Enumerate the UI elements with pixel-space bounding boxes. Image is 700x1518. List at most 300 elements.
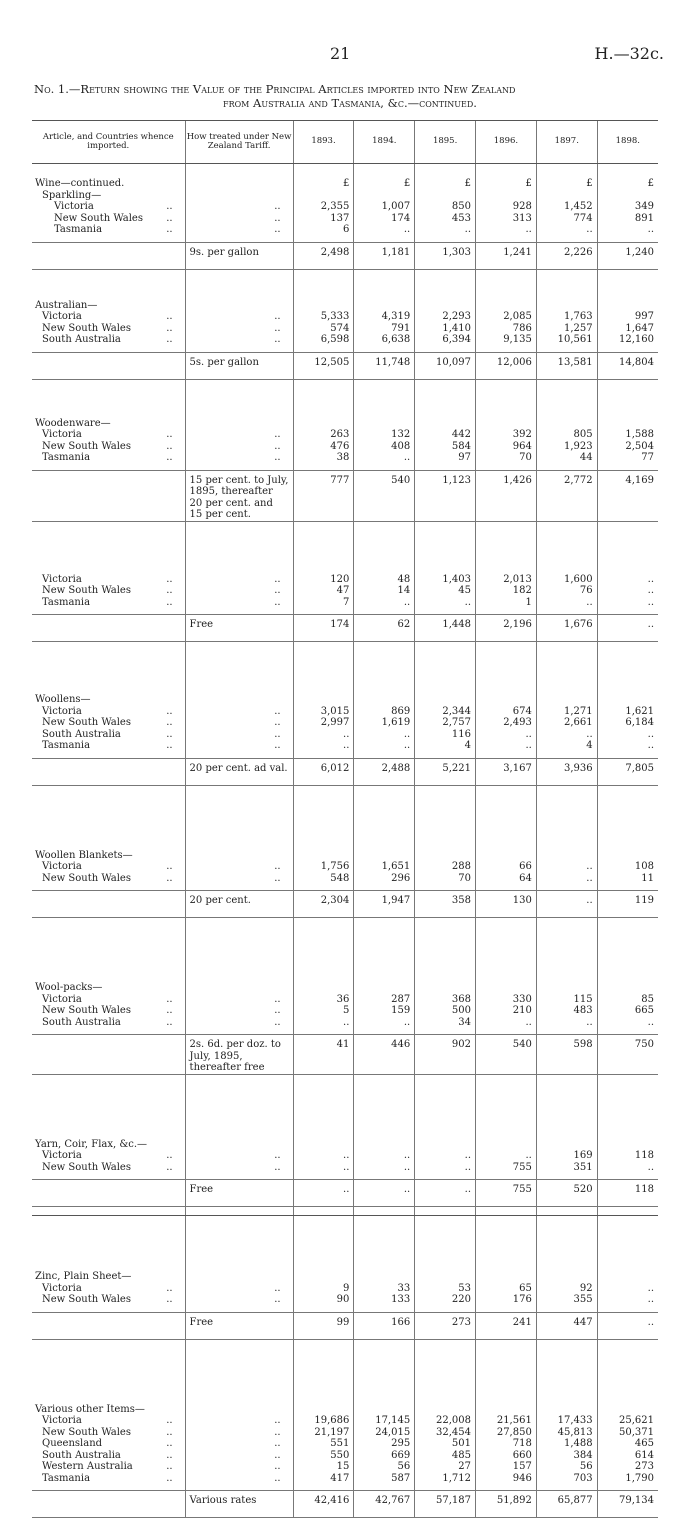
total-cell: 755 (476, 1180, 537, 1207)
spacer-cell (415, 785, 476, 850)
spacer-cell (32, 918, 185, 983)
value-cell: 997 (597, 311, 658, 323)
value-cell: 791 (354, 323, 415, 335)
currency-cell (354, 1271, 415, 1283)
table-body (32, 164, 658, 1518)
tariff-dots: .. (185, 1150, 293, 1162)
total-cell: 1,303 (415, 242, 476, 269)
country-label (42, 1283, 181, 1295)
value-cell: 44 (536, 452, 597, 464)
value-cell: 92 (536, 1283, 597, 1295)
section-heading: Woodenware— (35, 417, 111, 429)
country-name: Tasmania (54, 224, 103, 235)
total-cell: 118 (597, 1180, 658, 1207)
tariff-cell (185, 1139, 293, 1151)
spacer-cell (185, 164, 293, 179)
value-cell: 483 (536, 1005, 597, 1017)
country-label (42, 1438, 181, 1450)
table-row (32, 994, 658, 1006)
value-cell: 869 (354, 706, 415, 718)
currency-cell (476, 1271, 537, 1283)
value-cell: 3,015 (293, 706, 354, 718)
spacer-cell (32, 785, 185, 850)
currency-cell (415, 982, 476, 994)
page-title: No. 1.—Return showing the Value of the Principal Articles imported into New Zealand (34, 82, 516, 96)
currency-cell (476, 418, 537, 430)
leader-dots: .. (166, 585, 173, 596)
country-cell (32, 213, 185, 225)
document-reference: H.—32c. (594, 44, 664, 63)
value-cell: 66 (476, 861, 537, 873)
value-cell: 14 (354, 585, 415, 597)
leader-dots: .. (166, 1150, 173, 1161)
tariff-cell: Free (185, 1312, 293, 1339)
header-year: 1894. (354, 121, 415, 164)
country-name: New South Wales (42, 872, 131, 884)
value-cell: 4,319 (354, 311, 415, 323)
tariff-cell: Free (185, 615, 293, 642)
country-name: Queensland (42, 1438, 103, 1449)
country-name: Tasmania (42, 596, 91, 608)
leader-dots: .. (166, 1461, 173, 1472)
country-cell (32, 873, 185, 885)
spacer-cell (476, 918, 537, 983)
total-cell: 273 (415, 1312, 476, 1339)
value-cell: 45 (415, 585, 476, 597)
value-cell: 2,493 (476, 717, 537, 729)
total-blank (32, 615, 185, 642)
value-cell: 287 (354, 994, 415, 1006)
currency-cell (354, 300, 415, 312)
value-cell: 349 (597, 201, 658, 213)
country-name: Tasmania (42, 740, 91, 751)
value-cell: 669 (354, 1450, 415, 1462)
value-cell: 587 (354, 1473, 415, 1485)
spacer-cell (293, 379, 354, 418)
value-cell: 38 (293, 452, 354, 464)
total-row (32, 615, 658, 642)
spacer-cell (415, 1074, 476, 1139)
spacer-cell (597, 521, 658, 574)
country-name: New South Wales (54, 212, 143, 224)
total-cell: 2,772 (536, 470, 597, 521)
currency-cell (536, 300, 597, 312)
value-cell: 118 (597, 1150, 658, 1162)
currency-cell (415, 1271, 476, 1283)
heading-row (32, 1139, 658, 1151)
country-cell (32, 1162, 185, 1174)
value-cell: 210 (476, 1005, 537, 1017)
spacer-cell (536, 269, 597, 300)
country-label (42, 1017, 181, 1029)
country-name: Tasmania (42, 1472, 91, 1484)
value-cell: 21,561 (476, 1415, 537, 1427)
spacer-cell (415, 1339, 476, 1404)
value-cell: 718 (476, 1438, 537, 1450)
value-cell: 1,600 (536, 574, 597, 586)
value-cell: 27,850 (476, 1427, 537, 1439)
currency-cell (293, 982, 354, 994)
total-blank (32, 1491, 185, 1518)
value-cell: 417 (293, 1473, 354, 1485)
spacer-cell (185, 379, 293, 418)
value-cell: .. (597, 585, 658, 597)
value-cell: 313 (476, 213, 537, 225)
currency-cell (354, 1404, 415, 1416)
imports-table (32, 120, 658, 1518)
table-row (32, 873, 658, 885)
tariff-dots: .. (185, 1427, 293, 1439)
value-cell: 76 (536, 585, 597, 597)
tariff-dots: .. (185, 1005, 293, 1017)
total-cell: 1,947 (354, 891, 415, 918)
total-cell: 1,123 (415, 470, 476, 521)
leader-dots: .. (166, 1426, 173, 1438)
tariff-cell: 9s. per gallon (185, 242, 293, 269)
currency-cell (476, 982, 537, 994)
country-cell (32, 441, 185, 453)
value-cell: .. (597, 740, 658, 752)
table-row (32, 1150, 658, 1162)
country-cell (32, 334, 185, 346)
currency-cell (536, 982, 597, 994)
country-name: New South Wales (42, 440, 131, 452)
value-cell: 157 (476, 1461, 537, 1473)
table-row (32, 323, 658, 335)
country-cell (32, 861, 185, 873)
section-heading: Australian— (35, 299, 98, 311)
tariff-cell (185, 418, 293, 430)
spacer-cell (476, 642, 537, 695)
currency-cell (476, 1404, 537, 1416)
country-label (42, 1150, 181, 1162)
value-cell: .. (597, 1017, 658, 1029)
leader-dots: .. (166, 1161, 173, 1173)
tariff-dots: .. (185, 729, 293, 741)
total-cell: 902 (415, 1035, 476, 1075)
spacer-cell (32, 521, 185, 574)
total-cell: 777 (293, 470, 354, 521)
total-cell: 2,226 (536, 242, 597, 269)
country-cell (32, 1150, 185, 1162)
currency-cell (597, 300, 658, 312)
total-cell: .. (354, 1180, 415, 1207)
value-cell: .. (415, 224, 476, 236)
spacer-cell (32, 642, 185, 695)
value-cell: .. (293, 1150, 354, 1162)
value-cell: 295 (354, 1438, 415, 1450)
spacer-cell (597, 785, 658, 850)
value-cell: 19,686 (293, 1415, 354, 1427)
value-cell: 65 (476, 1283, 537, 1295)
leader-dots: .. (166, 201, 173, 212)
tariff-dots: .. (185, 717, 293, 729)
country-label (42, 441, 181, 453)
value-cell: .. (476, 740, 537, 752)
country-cell (32, 1473, 185, 1485)
heading-row (32, 418, 658, 430)
total-cell: 42,767 (354, 1491, 415, 1518)
spacer-cell (293, 785, 354, 850)
table-row (32, 861, 658, 873)
total-cell: .. (293, 1180, 354, 1207)
value-cell: 70 (415, 873, 476, 885)
value-cell: 1,410 (415, 323, 476, 335)
value-cell: .. (536, 729, 597, 741)
currency-cell (293, 190, 354, 202)
tariff-dots: .. (185, 1450, 293, 1462)
country-cell (32, 1294, 185, 1306)
value-cell: 6,184 (597, 717, 658, 729)
total-cell: 119 (597, 891, 658, 918)
value-cell: 351 (536, 1162, 597, 1174)
currency-cell (354, 850, 415, 862)
country-label (42, 1461, 181, 1473)
leader-dots: .. (166, 1282, 173, 1294)
value-cell: .. (536, 861, 597, 873)
tariff-cell: Free (185, 1180, 293, 1207)
country-cell (32, 452, 185, 464)
currency-cell (415, 190, 476, 202)
tariff-dots: .. (185, 740, 293, 752)
spacer-cell (354, 269, 415, 300)
currency-cell (293, 850, 354, 862)
spacer-cell (415, 1207, 476, 1272)
value-cell: 1,007 (354, 201, 415, 213)
value-cell: 115 (536, 994, 597, 1006)
currency-cell (293, 694, 354, 706)
value-cell: .. (536, 224, 597, 236)
value-cell: 169 (536, 1150, 597, 1162)
currency-cell (415, 300, 476, 312)
value-cell: .. (597, 729, 658, 741)
total-cell: 6,012 (293, 758, 354, 785)
country-label (42, 717, 181, 729)
value-cell: 805 (536, 429, 597, 441)
currency-cell: £ (536, 178, 597, 190)
value-cell: 4 (536, 740, 597, 752)
total-blank (32, 470, 185, 521)
tariff-dots: .. (185, 224, 293, 236)
table-row (32, 597, 658, 609)
spacer-cell (476, 164, 537, 179)
spacer-cell (476, 1207, 537, 1272)
country-label (42, 585, 181, 597)
total-cell: .. (597, 615, 658, 642)
value-cell: 755 (476, 1162, 537, 1174)
spacer-row (32, 164, 658, 179)
tariff-cell (185, 1271, 293, 1283)
value-cell: 32,454 (415, 1427, 476, 1439)
table-row (32, 1450, 658, 1462)
spacer-cell (32, 164, 185, 179)
currency-cell (476, 1139, 537, 1151)
value-cell: 220 (415, 1294, 476, 1306)
country-name: Victoria (42, 311, 82, 322)
spacer-cell (185, 1074, 293, 1139)
value-cell: 928 (476, 201, 537, 213)
table-row (32, 1415, 658, 1427)
heading-row (32, 1404, 658, 1416)
leader-dots: .. (166, 1294, 173, 1305)
value-cell: 408 (354, 441, 415, 453)
leader-dots: .. (166, 717, 173, 728)
country-label (42, 740, 181, 752)
total-cell: 1,448 (415, 615, 476, 642)
country-cell (32, 597, 185, 609)
value-cell: 850 (415, 201, 476, 213)
currency-cell (293, 300, 354, 312)
leader-dots: .. (166, 993, 173, 1005)
value-cell: 2,757 (415, 717, 476, 729)
tariff-cell (185, 190, 293, 202)
spacer-cell (354, 521, 415, 574)
spacer-cell (354, 1207, 415, 1272)
value-cell: 891 (597, 213, 658, 225)
value-cell: .. (597, 224, 658, 236)
total-row (32, 1491, 658, 1518)
spacer-cell (536, 1339, 597, 1404)
spacer-cell (597, 1207, 658, 1272)
section-heading: Various other Items— (35, 1403, 145, 1415)
header-year: 1895. (415, 121, 476, 164)
currency-cell (293, 1271, 354, 1283)
value-cell: .. (293, 1017, 354, 1029)
page-number: 21 (330, 44, 351, 63)
tariff-dots: .. (185, 323, 293, 335)
spacer-cell (354, 1074, 415, 1139)
total-cell: 1,241 (476, 242, 537, 269)
country-cell (32, 994, 185, 1006)
total-row (32, 352, 658, 379)
section-heading: Zinc, Plain Sheet— (35, 1271, 132, 1282)
value-cell: 45,813 (536, 1427, 597, 1439)
heading-row (32, 694, 658, 706)
leader-dots: .. (166, 334, 173, 345)
spacer-cell (597, 379, 658, 418)
section-heading: Yarn, Coir, Flax, &c.— (35, 1138, 148, 1150)
country-name: Victoria (54, 201, 94, 212)
value-cell: 1,588 (597, 429, 658, 441)
country-cell (32, 1005, 185, 1017)
table-row (32, 740, 658, 752)
currency-cell (476, 694, 537, 706)
value-cell: 12,160 (597, 334, 658, 346)
value-cell: 50,371 (597, 1427, 658, 1439)
value-cell: 1,923 (536, 441, 597, 453)
value-cell: 674 (476, 706, 537, 718)
tariff-dots: .. (185, 873, 293, 885)
table-row (32, 574, 658, 586)
country-label (42, 334, 181, 346)
spacer-cell (536, 1074, 597, 1139)
spacer-cell (536, 164, 597, 179)
table-row (32, 585, 658, 597)
value-cell: 56 (354, 1461, 415, 1473)
tariff-dots: .. (185, 1415, 293, 1427)
tariff-cell: 20 per cent. ad val. (185, 758, 293, 785)
value-cell: 34 (415, 1017, 476, 1029)
currency-cell (597, 694, 658, 706)
country-name: Tasmania (42, 452, 91, 463)
country-name: South Australia (42, 1016, 121, 1028)
value-cell: .. (354, 224, 415, 236)
heading-row (32, 850, 658, 862)
leader-dots: .. (166, 429, 173, 440)
spacer-cell (32, 269, 185, 300)
value-cell: 548 (293, 873, 354, 885)
country-name: Victoria (42, 1150, 82, 1161)
country-label (42, 574, 181, 586)
total-cell: 520 (536, 1180, 597, 1207)
country-label (42, 1473, 181, 1485)
tariff-dots: .. (185, 1283, 293, 1295)
country-label (42, 597, 181, 609)
leader-dots: .. (166, 1438, 173, 1449)
value-cell: 1,763 (536, 311, 597, 323)
leader-dots: .. (166, 1472, 173, 1484)
spacer-cell (476, 379, 537, 418)
value-cell: .. (354, 452, 415, 464)
value-cell: 330 (476, 994, 537, 1006)
spacer-cell (293, 269, 354, 300)
spacer-row (32, 269, 658, 300)
currency-cell (293, 1139, 354, 1151)
currency-cell (536, 1404, 597, 1416)
currency-cell (476, 850, 537, 862)
country-name: New South Wales (42, 1161, 131, 1173)
header-year: 1898. (597, 121, 658, 164)
spacer-row (32, 642, 658, 695)
total-cell: 1,676 (536, 615, 597, 642)
tariff-cell (185, 300, 293, 312)
value-cell: 2,504 (597, 441, 658, 453)
total-cell: .. (415, 1180, 476, 1207)
value-cell: 6,394 (415, 334, 476, 346)
table-row (32, 1427, 658, 1439)
total-cell: 447 (536, 1312, 597, 1339)
spacer-cell (476, 785, 537, 850)
value-cell: 56 (536, 1461, 597, 1473)
tariff-dots: .. (185, 311, 293, 323)
currency-cell (354, 418, 415, 430)
value-cell: .. (476, 1017, 537, 1029)
country-name: New South Wales (42, 717, 131, 728)
total-cell: 51,892 (476, 1491, 537, 1518)
leader-dots: .. (166, 1016, 173, 1028)
currency-cell (597, 1271, 658, 1283)
country-name: Victoria (42, 1415, 82, 1426)
value-cell: 132 (354, 429, 415, 441)
value-cell: 182 (476, 585, 537, 597)
spacer-cell (415, 379, 476, 418)
tariff-dots: .. (185, 597, 293, 609)
currency-cell: £ (354, 178, 415, 190)
leader-dots: .. (166, 573, 173, 585)
header-year: 1896. (476, 121, 537, 164)
value-cell: 2,344 (415, 706, 476, 718)
spacer-cell (536, 1207, 597, 1272)
tariff-dots: .. (185, 861, 293, 873)
currency-cell (597, 1139, 658, 1151)
leader-dots: .. (166, 728, 173, 740)
tariff-dots: .. (185, 574, 293, 586)
spacer-cell (476, 1339, 537, 1404)
total-blank (32, 242, 185, 269)
table-row (32, 1162, 658, 1174)
country-cell (32, 1017, 185, 1029)
value-cell: 1,452 (536, 201, 597, 213)
